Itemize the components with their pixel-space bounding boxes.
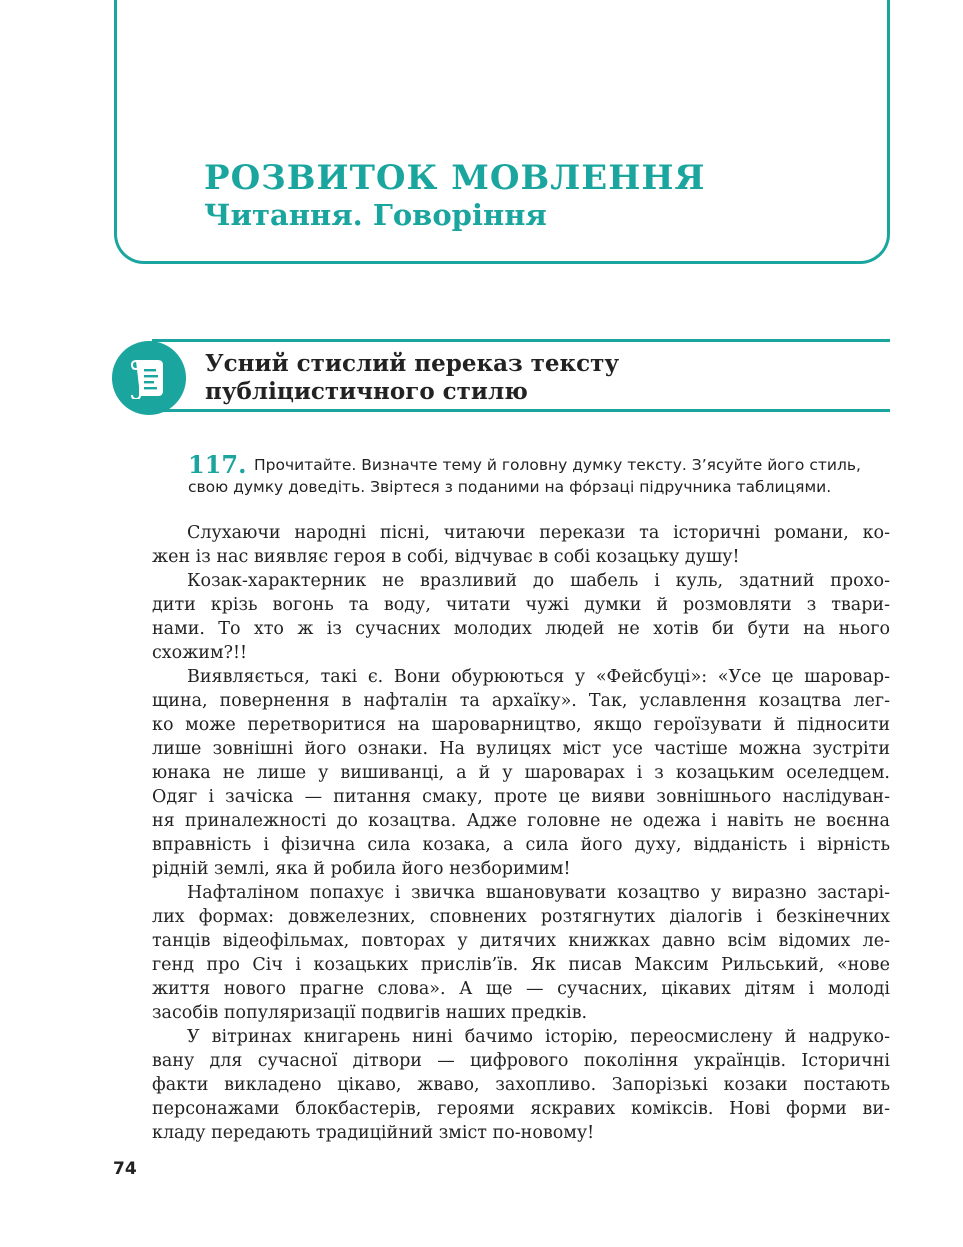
text-line: засобів популяризації подвигів наших предків. bbox=[152, 1003, 588, 1023]
text-line: рідній землі, яка й робила його незборимим! bbox=[152, 859, 571, 879]
text-line: вану для сучасної дітвори — цифрового покоління українців. Історичні bbox=[152, 1051, 890, 1071]
text-line: нами. То хто ж із сучасних молодих людей не хотів би бути на нього bbox=[152, 619, 890, 639]
text-line: персонажами блокбастерів, героями яскравих коміксів. Нові форми ви- bbox=[152, 1099, 890, 1119]
text-line: юнака не лише у вишиванці, а й у шароварах і з козацьким оселедцем. bbox=[152, 763, 890, 783]
text-line: Нафталіном попахує і звичка вшановувати козацтво у виразно застарі- bbox=[187, 883, 890, 903]
section-title-line: Усний стислий переказ тексту bbox=[205, 350, 620, 377]
text-line: схожим?!! bbox=[152, 643, 248, 663]
text-line: дити крізь вогонь та воду, читати чужі думки й розмовляти з твари- bbox=[152, 595, 890, 615]
page-number: 74 bbox=[113, 1159, 137, 1179]
text-line: Слухаючи народні пісні, читаючи перекази та історичні романи, ко- bbox=[187, 523, 890, 543]
chapter-subtitle: Читання. Говоріння bbox=[204, 198, 547, 232]
text-line: лише зовнішні його ознаки. На вулицях міст усе частіше можна зустріти bbox=[152, 739, 890, 759]
exercise-instruction: свою думку доведіть. Звіртеся з поданими на фо́рзаці підручника таблицями. bbox=[188, 478, 832, 496]
exercise-instruction: Прочитайте. Визначте тему й головну думку тексту. З’ясуйте його стиль, bbox=[254, 456, 861, 474]
text-line: життя нового прагне слова». А ще — сучасних, цікавих дітям і молоді bbox=[152, 979, 890, 999]
text-line: ко може перетворитися на шароварництво, якщо героїзувати й підносити bbox=[152, 715, 890, 735]
text-line: кладу передають традиційний зміст по-новому! bbox=[152, 1123, 595, 1143]
text-line: Виявляється, такі є. Вони обурюються у «Фейсбуці»: «Усе це шаровар- bbox=[187, 667, 890, 687]
text-line: У вітринах книгарень нині бачимо історію, переосмислену й надруко- bbox=[187, 1027, 890, 1047]
text-line: генд про Січ і козацьких прислів’їв. Як писав Максим Рильський, «нове bbox=[152, 955, 890, 975]
text-line: факти викладено цікаво, жваво, захопливо. Запорізькі козаки постають bbox=[152, 1075, 890, 1095]
section-title bbox=[205, 350, 619, 406]
exercise-number: 117. bbox=[188, 450, 247, 479]
text-line: танців відеофільмах, повторах у дитячих книжках давно всім відомих ле- bbox=[152, 931, 890, 951]
text-line: жен із нас виявляє героя в собі, відчуває в собі козацьку душу! bbox=[152, 547, 740, 567]
text-line: щина, повернення в нафталін та архаїку». Так, уславлення козацтва лег- bbox=[152, 691, 890, 711]
text-line: вправність і фізична сила козака, а сила його духу, відданість і вірність bbox=[152, 835, 890, 855]
section-title-line: публіцистичного стилю bbox=[205, 378, 528, 405]
chapter-title: РОЗВИТОК МОВЛЕННЯ bbox=[204, 158, 706, 198]
scroll-document-icon bbox=[112, 341, 186, 415]
text-line: лих формах: довжелезних, сповнених розтягнутих діалогів і безкінечних bbox=[152, 907, 890, 927]
section-top-rule bbox=[152, 339, 890, 342]
section-bottom-rule bbox=[152, 409, 890, 412]
text-line: ня приналежності до козацтва. Адже головне не одежа і навіть не воєнна bbox=[152, 811, 890, 831]
text-line: Одяг і зачіска — питання смаку, проте це вияви зовнішнього наслідуван- bbox=[152, 787, 890, 807]
text-line: Козак-характерник не вразливий до шабель і куль, здатний прохо- bbox=[187, 571, 890, 591]
